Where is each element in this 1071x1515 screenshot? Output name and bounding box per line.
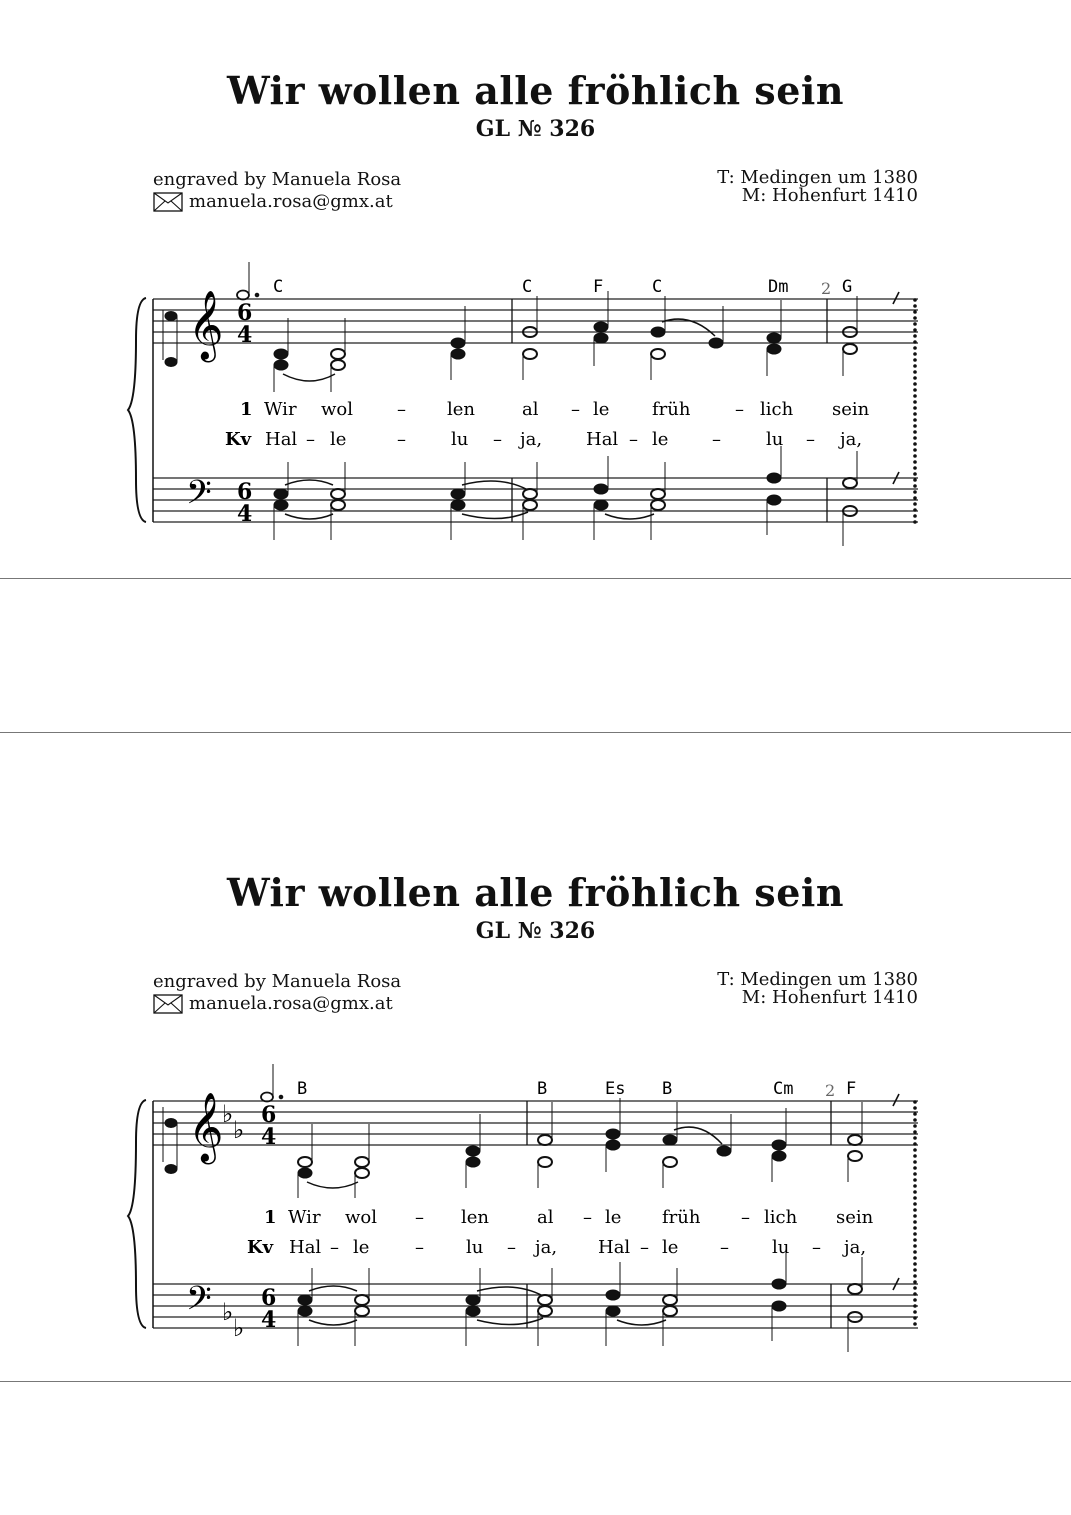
music-credit: M: Hohenfurt 1410 [741,987,918,1008]
cut-line [0,732,1071,733]
svg-text:Kv: Kv [225,429,252,450]
refrain-lyrics [225,429,862,450]
cut-line [0,578,1071,579]
bass-staff [153,478,918,522]
svg-text:lich: lich [760,399,794,420]
score-system [0,0,1071,600]
svg-text:–: – [640,1237,649,1258]
svg-text:C: C [522,277,533,297]
svg-text:sein: sein [832,399,870,420]
svg-text:Hal: Hal [598,1237,631,1258]
svg-text:ja,: ja, [844,1237,867,1258]
svg-text:B: B [662,1079,673,1099]
svg-text:1: 1 [264,1207,277,1228]
incipit [163,1107,177,1174]
svg-text:le: le [662,1237,679,1258]
svg-text:B: B [537,1079,548,1099]
svg-text:–: – [741,1207,750,1228]
svg-text:lu: lu [466,1237,484,1258]
incipit [163,310,177,367]
music-credit: M: Hohenfurt 1410 [741,185,918,206]
email-text[interactable]: manuela.rosa@gmx.at [189,191,393,212]
svg-text:C: C [273,277,284,297]
svg-text:–: – [583,1207,592,1228]
svg-text:Wir: Wir [264,399,297,420]
svg-text:C: C [652,277,663,297]
treble-notes [298,1094,899,1198]
time-signature-treble [237,300,252,348]
meter-hint [237,262,259,300]
svg-text:le: le [605,1207,622,1228]
svg-text:lu: lu [451,429,469,450]
svg-text:–: – [415,1237,424,1258]
svg-text:–: – [806,429,815,450]
refrain-lyrics [247,1237,866,1258]
svg-text:–: – [812,1237,821,1258]
treble-clef: 𝄞 [188,290,224,360]
bass-clef: 𝄢 [186,1280,212,1326]
measure-number: 2 [825,1081,836,1100]
svg-text:lich: lich [764,1207,798,1228]
svg-text:le: le [652,429,669,450]
treble-clef: 𝄞 [188,1092,224,1162]
svg-text:Wir: Wir [288,1207,321,1228]
bass-notes [274,446,899,546]
bass-notes [298,1252,899,1352]
svg-text:–: – [415,1207,424,1228]
svg-text:F: F [846,1079,857,1099]
engraver-credit: engraved by Manuela Rosa [153,971,402,992]
verse-lyrics [264,1207,874,1228]
svg-text:–: – [629,429,638,450]
svg-text:–: – [493,429,502,450]
svg-text:al: al [537,1207,554,1228]
svg-text:G: G [842,277,853,297]
svg-text:6: 6 [237,300,253,326]
svg-text:6: 6 [237,479,253,505]
svg-text:Cm: Cm [773,1079,794,1099]
svg-text:Hal: Hal [586,429,619,450]
svg-text:Es: Es [605,1079,626,1099]
engraver-credit: engraved by Manuela Rosa [153,169,402,190]
svg-text:–: – [720,1237,729,1258]
svg-text:4: 4 [261,1307,277,1333]
svg-text:früh: früh [662,1207,701,1228]
svg-text:le: le [593,399,610,420]
svg-text:6: 6 [261,1285,277,1311]
hymnal-number: GL № 326 [475,116,596,142]
meter-hint [261,1064,283,1102]
chord-symbols [297,1079,856,1099]
svg-text:B: B [297,1079,308,1099]
svg-text:F: F [593,277,604,297]
svg-text:–: – [507,1237,516,1258]
treble-notes [274,291,899,392]
text-credit: T: Medingen um 1380 [717,167,918,188]
score-system [0,802,1071,1402]
email-text[interactable]: manuela.rosa@gmx.at [189,993,393,1014]
verse-lyrics [240,399,870,420]
svg-text:–: – [330,1237,339,1258]
svg-text:le: le [330,429,347,450]
svg-text:wol: wol [321,399,354,420]
svg-text:–: – [306,429,315,450]
svg-text:al: al [522,399,539,420]
bass-clef: 𝄢 [186,474,212,520]
song-title: Wir wollen alle fröhlich sein [227,68,844,113]
chord-symbols [273,277,852,297]
svg-text:früh: früh [652,399,691,420]
time-signature-bass [237,479,252,527]
cut-line [0,1381,1071,1382]
svg-text:♭: ♭ [222,1100,234,1128]
svg-text:ja,: ja, [535,1237,558,1258]
svg-text:4: 4 [261,1124,277,1150]
svg-text:Dm: Dm [768,277,789,297]
svg-text:len: len [461,1207,490,1228]
svg-text:4: 4 [237,501,253,527]
system-brace [128,298,146,522]
svg-text:lu: lu [772,1237,790,1258]
svg-text:len: len [447,399,476,420]
sheet-c-major [0,0,1071,600]
svg-text:4: 4 [237,322,253,348]
time-signature-treble [261,1102,276,1150]
svg-text:Kv: Kv [247,1237,274,1258]
svg-text:ja,: ja, [840,429,863,450]
svg-text:–: – [571,399,580,420]
sheet-b-flat-major [0,802,1071,1402]
svg-text:Hal: Hal [289,1237,322,1258]
svg-text:1: 1 [240,399,253,420]
svg-text:–: – [735,399,744,420]
measure-number: 2 [821,279,832,298]
system-brace [128,1100,146,1328]
song-title: Wir wollen alle fröhlich sein [227,870,844,915]
svg-text:♭: ♭ [222,1298,234,1326]
svg-text:wol: wol [345,1207,378,1228]
svg-text:–: – [397,399,406,420]
svg-text:Hal: Hal [265,429,298,450]
svg-text:le: le [353,1237,370,1258]
hymnal-number: GL № 326 [475,918,596,944]
treble-staff [153,299,918,343]
svg-text:♭: ♭ [233,1314,245,1342]
svg-text:–: – [712,429,721,450]
svg-text:lu: lu [766,429,784,450]
svg-text:6: 6 [261,1102,277,1128]
svg-text:♭: ♭ [233,1116,245,1144]
time-signature-bass [261,1285,276,1333]
svg-text:sein: sein [836,1207,874,1228]
svg-text:ja,: ja, [520,429,543,450]
svg-text:–: – [397,429,406,450]
text-credit: T: Medingen um 1380 [717,969,918,990]
